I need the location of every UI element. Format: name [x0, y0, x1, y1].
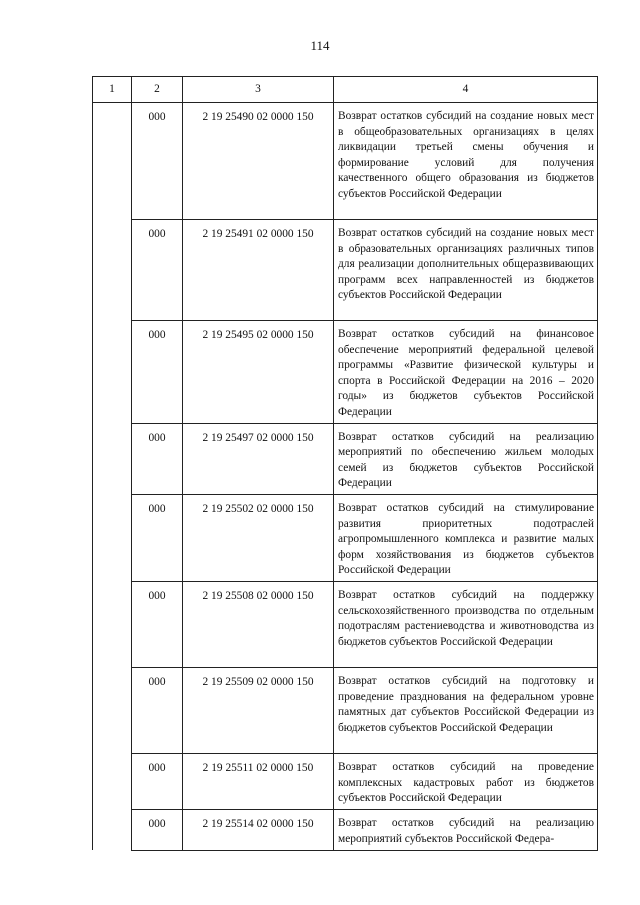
table-row [93, 423, 598, 494]
table-row [93, 753, 598, 809]
budget-code-cell: 2 19 25497 02 0000 150 [183, 423, 334, 494]
table-row [93, 494, 598, 581]
description-cell: Возврат остатков субсидий на создание новых мест в образовательных организациях различных типов для реализации дополнительных общеразвивающих программ всех направленностей из бюджетов субъектов Российской Федерации [334, 220, 598, 321]
table-header-row [93, 77, 598, 103]
budget-code-cell: 2 19 25495 02 0000 150 [183, 321, 334, 424]
description-cell: Возврат остатков субсидий на поддержку сельскохозяйственного производства по отдельным подотраслям растениеводства и животноводства из бюджетов субъектов Российской Федерации [334, 581, 598, 667]
admin-code-cell: 000 [132, 423, 183, 494]
table-row [93, 103, 598, 220]
budget-code-cell: 2 19 25491 02 0000 150 [183, 220, 334, 321]
admin-code-cell: 000 [132, 321, 183, 424]
admin-code-cell: 000 [132, 753, 183, 809]
table-row [93, 581, 598, 667]
admin-code-cell: 000 [132, 809, 183, 850]
description-cell: Возврат остатков субсидий на проведение комплексных кадастровых работ из бюджетов субъектов Российской Федерации [334, 753, 598, 809]
header-col-3: 3 [183, 77, 334, 103]
admin-code-cell: 000 [132, 667, 183, 753]
budget-code-cell: 2 19 25509 02 0000 150 [183, 667, 334, 753]
budget-classification-table [92, 76, 598, 851]
admin-code-cell: 000 [132, 581, 183, 667]
description-cell: Возврат остатков субсидий на стимулирование развития приоритетных подотраслей агропромышленного комплекса и развитие малых форм хозяйствования из бюджетов субъектов Российской Федерации [334, 494, 598, 581]
admin-code-cell: 000 [132, 103, 183, 220]
table-row [93, 667, 598, 753]
admin-code-cell: 000 [132, 220, 183, 321]
description-cell: Возврат остатков субсидий на подготовку и проведение празднования на федеральном уровне памятных дат субъектов Российской Федерации из бюджетов субъектов Российской Федерации [334, 667, 598, 753]
budget-code-cell: 2 19 25511 02 0000 150 [183, 753, 334, 809]
description-cell: Возврат остатков субсидий на создание новых мест в общеобразовательных организациях в целях ликвидации третьей смены обучения и формирование условий для получения качественного общего образования из бюджетов субъектов Российской Федерации [334, 103, 598, 220]
header-col-2: 2 [132, 77, 183, 103]
budget-code-cell: 2 19 25490 02 0000 150 [183, 103, 334, 220]
header-col-1: 1 [93, 77, 132, 103]
table-row [93, 220, 598, 321]
description-cell: Возврат остатков субсидий на реализацию мероприятий по обеспечению жильем молодых семей из бюджетов субъектов Российской Федерации [334, 423, 598, 494]
page-number: 114 [310, 38, 330, 53]
admin-code-cell: 000 [132, 494, 183, 581]
budget-code-cell: 2 19 25514 02 0000 150 [183, 809, 334, 850]
budget-code-cell: 2 19 25502 02 0000 150 [183, 494, 334, 581]
table-row [93, 321, 598, 424]
merged-empty-cell [93, 103, 132, 851]
description-cell: Возврат остатков субсидий на реализацию мероприятий субъектов Российской Федера- [334, 809, 598, 850]
table-row [93, 809, 598, 850]
description-cell: Возврат остатков субсидий на финансовое обеспечение мероприятий федеральной целевой программы «Развитие физической культуры и спорта в Российской Федерации на 2016 – 2020 годы» из бюджетов субъектов Российской Федерации [334, 321, 598, 424]
budget-code-cell: 2 19 25508 02 0000 150 [183, 581, 334, 667]
header-col-4: 4 [334, 77, 598, 103]
